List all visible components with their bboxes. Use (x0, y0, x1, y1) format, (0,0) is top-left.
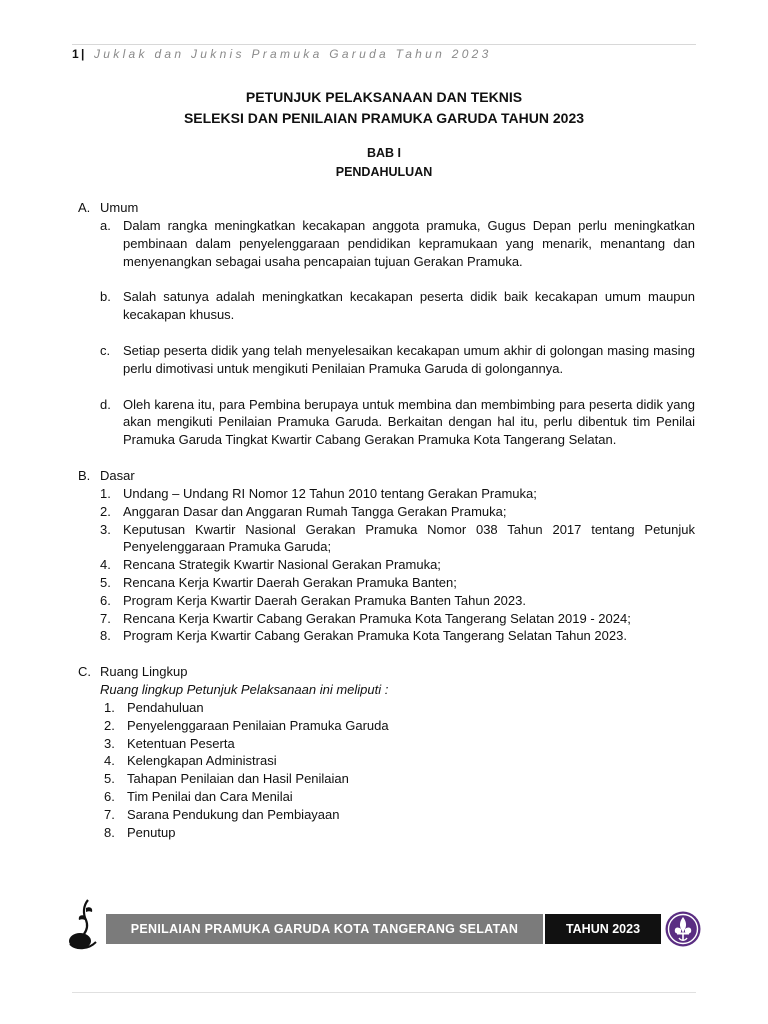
item-marker: 1. (104, 699, 115, 715)
item-text: Program Kerja Kwartir Daerah Gerakan Pramuka Banten Tahun 2023. (123, 592, 526, 608)
list-item (78, 592, 695, 610)
item-text: Salah satunya adalah meningkatkan kecakapan peserta didik baik kecakapan umum maupun kecakapan khusus. (123, 289, 695, 323)
item-marker: b. (100, 289, 111, 305)
item-marker: 7. (100, 610, 111, 626)
document-body (78, 199, 695, 841)
item-text: Pendahuluan (127, 699, 204, 715)
item-text: Ketentuan Peserta (127, 735, 235, 751)
item-marker: 2. (104, 717, 115, 733)
list-item (78, 717, 695, 735)
list-item (78, 752, 695, 770)
item-text: Penyelenggaraan Penilaian Pramuka Garuda (127, 717, 389, 733)
item-marker: 6. (104, 788, 115, 804)
item-text: Anggaran Dasar dan Anggaran Rumah Tangga Gerakan Pramuka; (123, 503, 507, 519)
item-marker: 4. (104, 753, 115, 769)
list-item (78, 485, 695, 503)
list-item (78, 824, 695, 842)
list-item (78, 770, 695, 788)
item-text: Undang – Undang RI Nomor 12 Tahun 2010 tentang Gerakan Pramuka; (123, 485, 537, 501)
item-text: Program Kerja Kwartir Cabang Gerakan Pramuka Kota Tangerang Selatan Tahun 2023. (123, 628, 627, 644)
item-marker: c. (100, 342, 111, 358)
item-marker: 2. (100, 503, 111, 519)
section-letter: B. (78, 467, 91, 483)
footer-year: TAHUN 2023 (545, 914, 661, 944)
list-item (78, 503, 695, 521)
item-text: Setiap peserta didik yang telah menyelesaikan kecakapan umum akhir di golongan masing masing perlu dimotivasi untuk mengikuti Penilaian Pramuka Garuda di golongannya. (123, 342, 695, 376)
tunas-kelapa-icon (66, 898, 100, 952)
item-text: Rencana Kerja Kwartir Daerah Gerakan Pramuka Banten; (123, 574, 457, 590)
item-text: Tim Penilai dan Cara Menilai (127, 788, 293, 804)
list-item (78, 735, 695, 753)
item-text: Dalam rangka meningkatkan kecakapan anggota pramuka, Gugus Depan perlu meningkatkan pembinaan dalam penyelenggaraan pendidikan kepramukaan yang menarik, menantang dan menyenangkan sebagai usaha pencapaian tujuan Gerakan Pramuka. (123, 218, 695, 269)
list-item (78, 627, 695, 645)
item-marker: 3. (104, 735, 115, 751)
paragraph-item (78, 288, 695, 324)
item-text: Kelengkapan Administrasi (127, 753, 277, 769)
header-separator: | (81, 47, 85, 61)
footer-banner: PENILAIAN PRAMUKA GARUDA KOTA TANGERANG SELATAN (106, 914, 543, 944)
item-marker: 6. (100, 592, 111, 608)
chapter-number: BAB I (366, 146, 402, 160)
section-label: Umum (100, 200, 139, 215)
item-marker: 5. (100, 574, 111, 590)
list-item (78, 521, 695, 557)
document-title-line-2: SELEKSI DAN PENILAIAN PRAMUKA GARUDA TAHUN 2023 (183, 110, 585, 126)
section-intro: Ruang lingkup Petunjuk Pelaksanaan ini meliputi : (100, 682, 389, 698)
section-heading-c (78, 663, 695, 681)
page-header (72, 44, 696, 65)
section-label: Dasar (100, 467, 135, 483)
item-marker: a. (100, 218, 111, 233)
paragraph-item (78, 396, 695, 449)
paragraph-item (78, 217, 695, 270)
paragraph-item (78, 342, 695, 378)
item-text: Penutup (127, 824, 176, 840)
item-marker: 1. (100, 485, 111, 501)
item-text: Sarana Pendukung dan Pembiayaan (127, 806, 340, 822)
list-item (78, 610, 695, 628)
item-marker: d. (100, 396, 111, 412)
item-text: Keputusan Kwartir Nasional Gerakan Pramuka Nomor 038 Tahun 2017 tentang Petunjuk Penyelenggaraan Pramuka Garuda; (123, 521, 695, 555)
list-item (78, 806, 695, 824)
item-marker: 3. (100, 521, 111, 537)
item-marker: 5. (104, 771, 115, 787)
item-marker: 8. (100, 628, 111, 644)
section-heading-a (78, 199, 695, 217)
section-heading-b (78, 467, 695, 485)
item-marker: 8. (104, 824, 115, 840)
item-marker: 4. (100, 557, 111, 573)
scout-emblem-icon (664, 910, 702, 948)
list-item (78, 699, 695, 717)
section-letter: C. (78, 664, 91, 680)
item-text: Tahapan Penilaian dan Hasil Penilaian (127, 771, 349, 787)
page-number: 1 (72, 47, 79, 61)
document-title-line-1: PETUNJUK PELAKSANAAN DAN TEKNIS (245, 89, 523, 105)
list-item (78, 574, 695, 592)
item-text: Rencana Kerja Kwartir Cabang Gerakan Pramuka Kota Tangerang Selatan 2019 - 2024; (123, 610, 631, 626)
bottom-rule (72, 992, 696, 993)
list-item (78, 788, 695, 806)
section-label: Ruang Lingkup (100, 664, 188, 680)
section-letter: A. (78, 200, 91, 215)
item-text: Oleh karena itu, para Pembina berupaya untuk membina dan membimbing para peserta didik yang akan mengikuti Penilaian Pramuka Garuda. Berkaitan dengan hal itu, perlu dibentuk tim Penilai Pramuka Garuda Tingkat Kwartir Cabang Gerakan Pramuka Kota Tangerang Selatan. (123, 396, 695, 448)
item-text: Rencana Strategik Kwartir Nasional Gerakan Pramuka; (123, 557, 441, 573)
list-item (78, 556, 695, 574)
item-marker: 7. (104, 806, 115, 822)
running-title: Juklak dan Juknis Pramuka Garuda Tahun 2023 (94, 47, 492, 61)
chapter-title: PENDAHULUAN (335, 165, 433, 179)
